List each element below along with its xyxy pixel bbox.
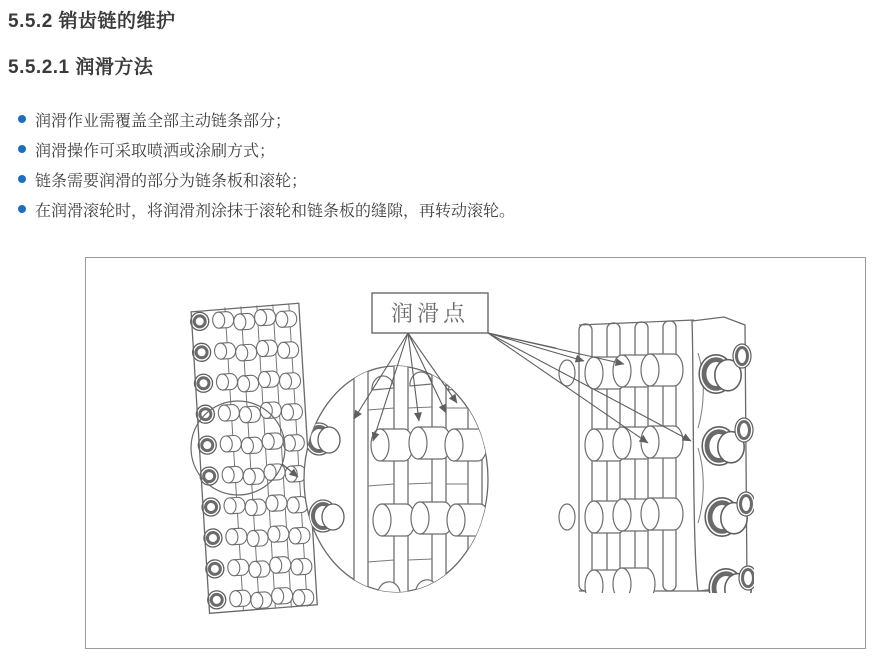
list-item [18, 194, 515, 224]
figure-box [85, 257, 866, 649]
bullet-dot-icon [18, 205, 26, 213]
bullet-text: 润滑操作可采取喷洒或涂刷方式； [35, 142, 276, 160]
bullet-dot-icon [18, 115, 26, 123]
lubrication-point-callout [372, 293, 488, 333]
list-item [18, 164, 515, 194]
left-chain-drawing [190, 303, 317, 613]
bullet-text: 润滑作业需覆盖全部主动链条部分； [35, 112, 292, 130]
bullet-text: 在润滑滚轮时，将润滑剂涂抹于滚轮和链条板的缝隙，再转动滚轮。 [35, 202, 516, 220]
right-chain-drawing [559, 317, 757, 607]
list-item [18, 134, 515, 164]
subsection-heading: 5.5.2.1 润滑方法 [8, 57, 154, 78]
list-item [18, 104, 515, 134]
bullet-list [18, 104, 515, 224]
bullet-text: 链条需要润滑的部分为链条板和滚轮； [35, 172, 308, 190]
bullet-dot-icon [18, 145, 26, 153]
bullet-dot-icon [18, 175, 26, 183]
middle-detail-drawing [304, 354, 513, 602]
callout-label: 润滑点 [390, 301, 470, 326]
chain-lubrication-diagram [86, 258, 865, 648]
section-heading: 5.5.2 销齿链的维护 [8, 11, 176, 32]
